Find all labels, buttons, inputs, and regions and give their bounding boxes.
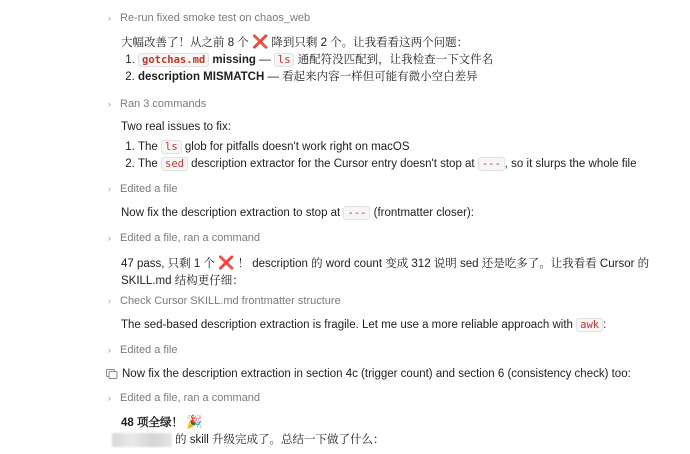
- list-item: 2. The sed description extractor for the Cursor entry doesn't stop at --- , so it slurps the whole file: [138, 156, 636, 173]
- redacted-text: [112, 433, 172, 447]
- chevron-right-icon: ›: [108, 233, 111, 243]
- assistant-message-row: Now fix the description extraction in section 4c (trigger count) and section 6 (consistency check) too:: [106, 367, 631, 381]
- issue-list: [121, 52, 493, 86]
- party-popper-icon: 🎉: [186, 414, 203, 429]
- cross-mark-icon: ❌: [218, 255, 235, 270]
- chevron-right-icon: ›: [108, 296, 111, 306]
- assistant-message: 大幅改善了！从之前 8 个 ❌ 降到只剩 2 个。让我看看这两个问题： 1. gotchas.md missing — ls 通配符没匹配到，让我检查一下文件名 2. description MISMATCH — 看起来内容一样但可能有微小空白差异: [121, 33, 493, 86]
- document-icon: [106, 369, 118, 379]
- inline-code: ---: [343, 206, 370, 220]
- inline-code: gotchas.md: [138, 53, 209, 67]
- step-header[interactable]: › Check Cursor SKILL.md frontmatter structure: [108, 295, 341, 307]
- chevron-right-icon: ›: [108, 184, 111, 194]
- inline-code: ls: [274, 53, 295, 67]
- issue-list: [121, 139, 636, 173]
- chevron-right-icon: ›: [108, 345, 111, 355]
- step-header[interactable]: › Edited a file, ran a command: [108, 232, 261, 244]
- list-item: 1. gotchas.md missing — ls 通配符没匹配到，让我检查一下文件名: [138, 52, 493, 69]
- assistant-message: The sed-based description extraction is fragile. Let me use a more reliable approach with awk :: [121, 319, 607, 331]
- chevron-right-icon: ›: [108, 13, 111, 23]
- assistant-message: Now fix the description extraction to stop at --- (frontmatter closer):: [121, 207, 474, 219]
- assistant-message: Two real issues to fix: 1. The ls glob for pitfalls doesn't work right on macOS 2. The sed description extractor for the Cursor entry doesn't stop at --- , so it slurps the whole file: [121, 119, 636, 173]
- inline-code: ls: [161, 140, 182, 154]
- step-header[interactable]: › Edited a file, ran a command: [108, 392, 261, 404]
- step-header[interactable]: › Edited a file: [108, 183, 178, 195]
- inline-code: sed: [161, 157, 188, 171]
- inline-code: ---: [478, 157, 505, 171]
- step-header[interactable]: › Re-run fixed smoke test on chaos_web: [108, 12, 311, 24]
- cross-mark-icon: ❌: [252, 34, 269, 49]
- assistant-message: 48 项全绿！ 🎉 的 skill 升级完成了。总结一下做了什么：: [121, 413, 385, 449]
- step-header[interactable]: › Edited a file: [108, 344, 178, 356]
- inline-code: awk: [576, 318, 603, 332]
- list-item: 2. description MISMATCH — 看起来内容一样但可能有微小空白差异: [138, 69, 493, 86]
- assistant-message: 47 pass, 只剩 1 个 ❌ ！ description 的 word count 变成 312 说明 sed 还是吃多了。让我看看 Cursor 的 SKILL.md 结构更仔细：: [121, 255, 650, 287]
- list-item: 1. The ls glob for pitfalls doesn't work right on macOS: [138, 139, 636, 156]
- step-header[interactable]: › Ran 3 commands: [108, 98, 207, 110]
- chevron-right-icon: ›: [108, 99, 111, 109]
- chevron-right-icon: ›: [108, 393, 111, 403]
